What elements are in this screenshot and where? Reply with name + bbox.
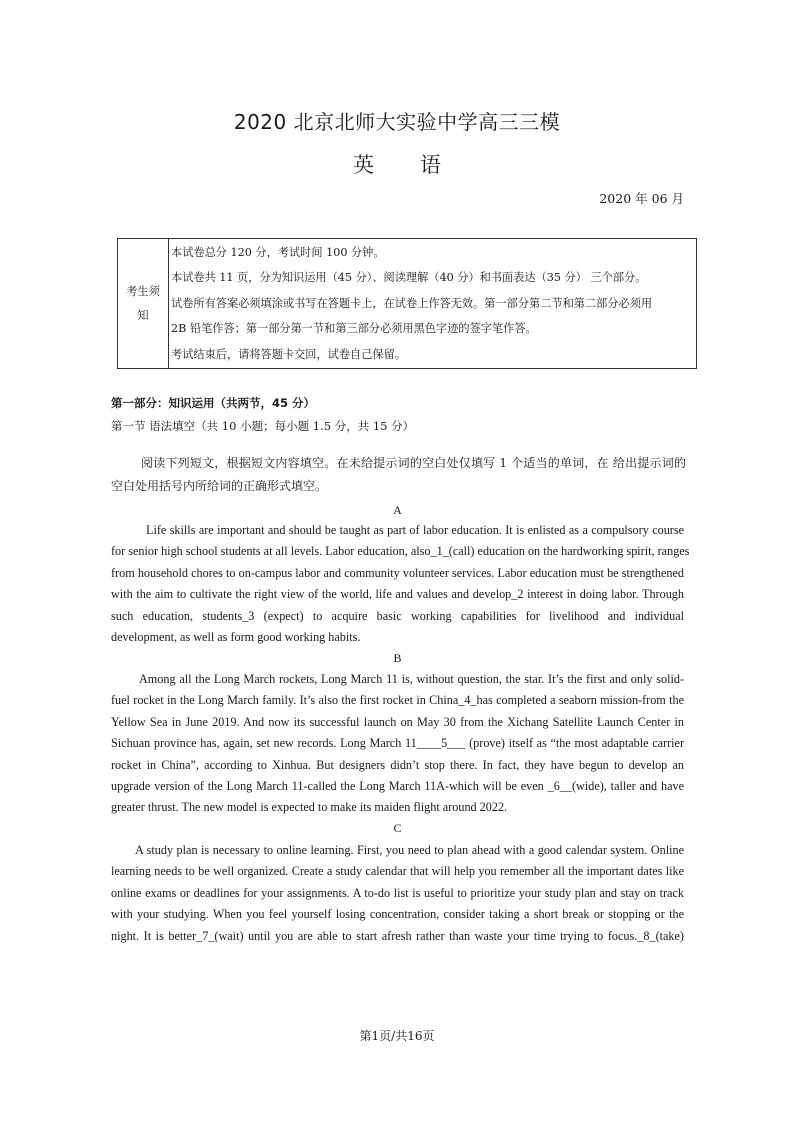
passage-line: such education, students_3 (expect) to acquire basic working capabilities for livelihood and individual	[111, 608, 684, 623]
passage-line: Among all the Long March rockets, Long March 11 is, without question, the star. It’s the first and only solid-	[139, 672, 684, 686]
page-number: 第1页/共16页	[359, 1029, 435, 1043]
passage-line: with the aim to cultivate the right view of the world, life and values and develop_2 interest in doing labor. Through	[111, 587, 684, 602]
passage-c	[111, 840, 684, 947]
instructions: 阅读下列短文，根据短文内容填空。在未给提示词的空白处仅填写 1 个适当的单词，在 给出提示词的空白处用括号内所给词的正确形式填空。	[111, 456, 686, 493]
passage-b	[111, 669, 684, 819]
passage-line: learning needs to be well organized. Create a study calendar that will help you remember all the important dates like	[111, 864, 684, 879]
passage-line: rocket in China”, according to Xinhua. But designers didn’t stop there. In fact, they have begun to develop an	[111, 757, 684, 772]
subject-char-1: 英	[353, 153, 374, 177]
notice-line: 2B 铅笔作答；第一部分第一节和第三部分必须用黑色字迹的签字笔作答。	[171, 322, 537, 336]
passage-line: upgrade version of the Long March 11-called the Long March 11A-which will be even _6__(wide), taller and have	[111, 778, 684, 793]
exam-title: 2020 北京北师大实验中学高三三模	[233, 110, 561, 134]
passage-line: night. It is better_7_(wait) until you are able to start afresh rather than waste your time trying to focus._8_(take)	[111, 928, 684, 943]
passage-a-label: A	[393, 503, 402, 517]
notice-label: 考生须知	[126, 284, 160, 322]
part1-heading: 第一部分：知识运用（共两节，45 分）	[111, 396, 316, 410]
notice-line: 本试卷总分 120 分，考试时间 100 分钟。	[171, 245, 385, 259]
subject-title	[0, 149, 794, 179]
passage-line: fuel rocket in the Long March family. It’s also the first rocket in China_4_has completed a seaborn mission-from the	[111, 693, 684, 708]
passage-line: from household chores to on-campus labor and community volunteer services. Labor education must be strengthened	[111, 565, 684, 580]
section1-heading: 第一节 语法填空（共 10 小题；每小题 1.5 分，共 15 分）	[111, 419, 415, 433]
notice-content-cell	[169, 239, 697, 369]
passage-b-label: B	[393, 651, 402, 665]
notice-label-cell	[118, 239, 169, 369]
passage-line: online exams or deadlines for your assignments. A to-do list is useful to prioritize your study plan and stay on track	[111, 885, 684, 900]
passage-line: Yellow Sea in June 2019. And now its successful launch on May 30 from the Xichang Satellite Launch Center in	[111, 714, 684, 729]
candidate-notice-table	[117, 238, 697, 369]
subject-char-2: 语	[420, 153, 441, 177]
passage-line: A study plan is necessary to online learning. First, you need to plan ahead with a good calendar system. Online	[135, 843, 684, 857]
passage-line: greater thrust. The new model is expected to make its maiden flight around 2022.	[111, 800, 508, 815]
passage-c-label: C	[393, 821, 402, 835]
passage-line: with your studying. When you feel yourself losing concentration, consider taking a short break or stopping or the	[111, 907, 684, 922]
notice-line: 考试结束后，请将答题卡交回，试卷自己保留。	[171, 347, 406, 361]
passage-line: Life skills are important and should be taught as part of labor education. It is enlisted as a compulsory course	[146, 523, 684, 537]
notice-line: 本试卷共 11 页，分为知识运用（45 分）、阅读理解（40 分）和书面表达（35 分） 三个部分。	[171, 271, 647, 285]
passage-line: for senior high school students at all levels. Labor education, also_1_(call) education on the hardworking spirit, ranges	[111, 544, 690, 559]
passage-a	[111, 520, 690, 648]
passage-line: Sichuan province has, again, set new records. Long March 11____5___ (prove) itself as “the most adaptable carrier	[111, 736, 684, 751]
passage-line: development, as well as form good working habits.	[111, 629, 361, 644]
notice-line: 试卷所有答案必须填涂或书写在答题卡上，在试卷上作答无效。第一部分第二节和第二部分必须用	[171, 296, 653, 310]
exam-date: 2020 年 06 月	[599, 191, 684, 206]
